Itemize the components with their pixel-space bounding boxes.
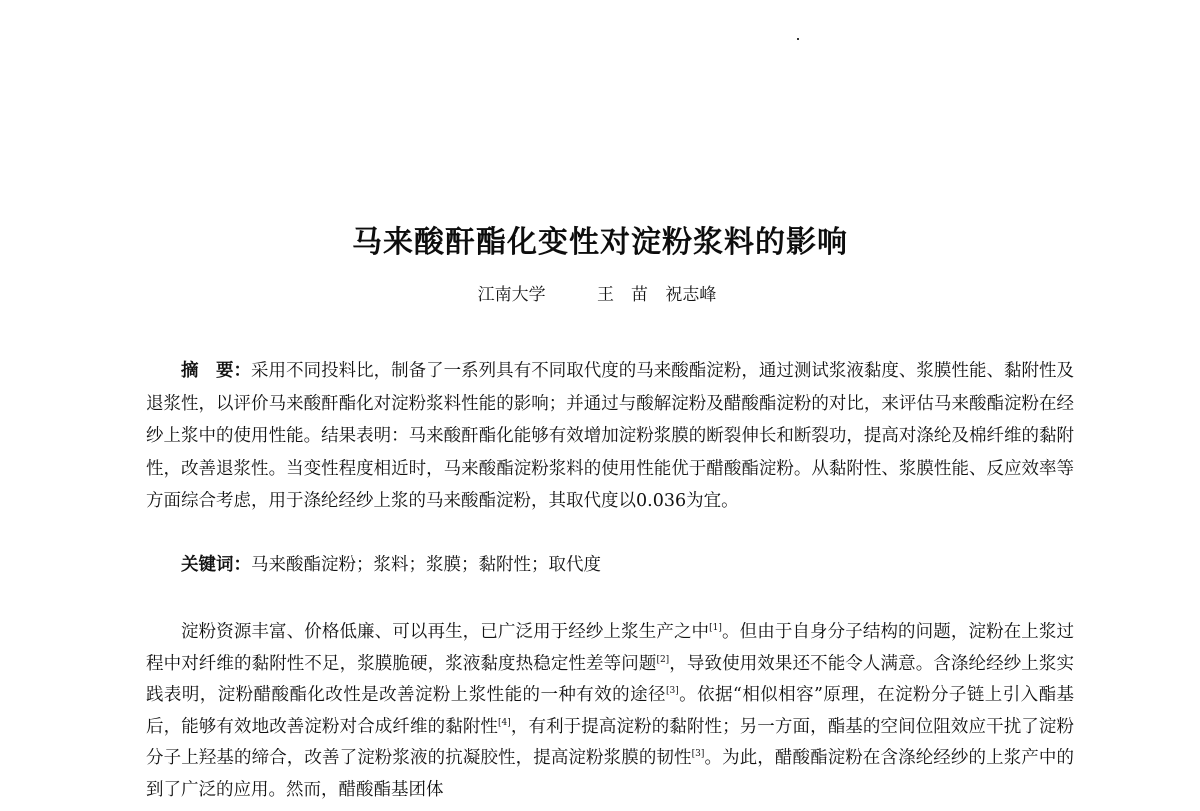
scan-speck (797, 38, 799, 40)
affiliation: 江南大学 (477, 285, 546, 305)
citation-ref: [1] (709, 623, 722, 634)
body-sentence: 淀粉资源丰富、价格低廉、可以再生，已广泛用于经纱上浆生产之中 (181, 622, 710, 642)
paper-title: 马来酸酐酯化变性对淀粉浆料的影响 (352, 225, 848, 260)
citation-ref: [3] (665, 686, 679, 697)
citation-ref: [3] (691, 749, 705, 760)
body-sentence: 。依据“相似相容”原理，在淀粉分子链上引入酯基后，能够有效地改善淀粉对合成纤维的黏附性 (146, 685, 1074, 737)
abstract (146, 355, 1074, 518)
citation-ref: [4] (498, 717, 511, 728)
keywords-text: 马来酸酯淀粉；浆料；浆膜；黏附性；取代度 (251, 555, 601, 575)
author-line (0, 283, 1200, 307)
body-sentence: 。为此，醋酸酯淀粉在含涤纶经纱的上浆产中的到了广泛的应用。然而，醋酸酯基团体 (146, 748, 1075, 800)
author-name: 王 苗 (597, 285, 648, 305)
keywords-label: 关键词： (181, 555, 251, 575)
abstract-label: 摘 要： (181, 361, 252, 381)
author-name: 祝志峰 (665, 285, 717, 305)
keywords (146, 549, 1074, 581)
body-sentence: ，有利于提高淀粉的黏附性；另一方面，酯基的空间位阻效应干扰了淀粉分子上羟基的缔合，改善了淀粉浆液的抗凝胶性，提高淀粉浆膜的韧性 (146, 716, 1075, 769)
body-paragraph (146, 617, 1074, 807)
citation-ref: [2] (656, 654, 670, 665)
body-sentence: 。但由于自身分子结构的问题，淀粉在上浆过程中对纤维的黏附性不足，浆膜脆硬，浆液黏度热稳定性差等问题 (146, 622, 1075, 674)
abstract-text: 采用不同投料比，制备了一系列具有不同取代度的马来酸酯淀粉，通过测试浆液黏度、浆膜性能、黏附性及退浆性，以评价马来酸酐酯化对淀粉浆料性能的影响；并通过与酸解淀粉及醋酸酯淀粉的对比，来评估马来酸酯淀粉在经纱上浆中的使用性能。结果表明：马来酸酐酯化能够有效增加淀粉浆膜的断裂伸长和断裂功，提高对涤纶及棉纤维的黏附性，改善退浆性。当变性程度相近时，马来酸酯淀粉浆料的使用性能优于醋酸酯淀粉。从黏附性、浆膜性能、反应效率等方面综合考虑，用于涤纶经纱上浆的马来酸酯淀粉，其取代度以0.036为宜。 (146, 361, 1075, 511)
body-sentence: ，导致使用效果还不能令人满意。含涤纶经纱上浆实践表明，淀粉醋酸酯化改性是改善淀粉上浆性能的一种有效的途径 (146, 653, 1075, 706)
